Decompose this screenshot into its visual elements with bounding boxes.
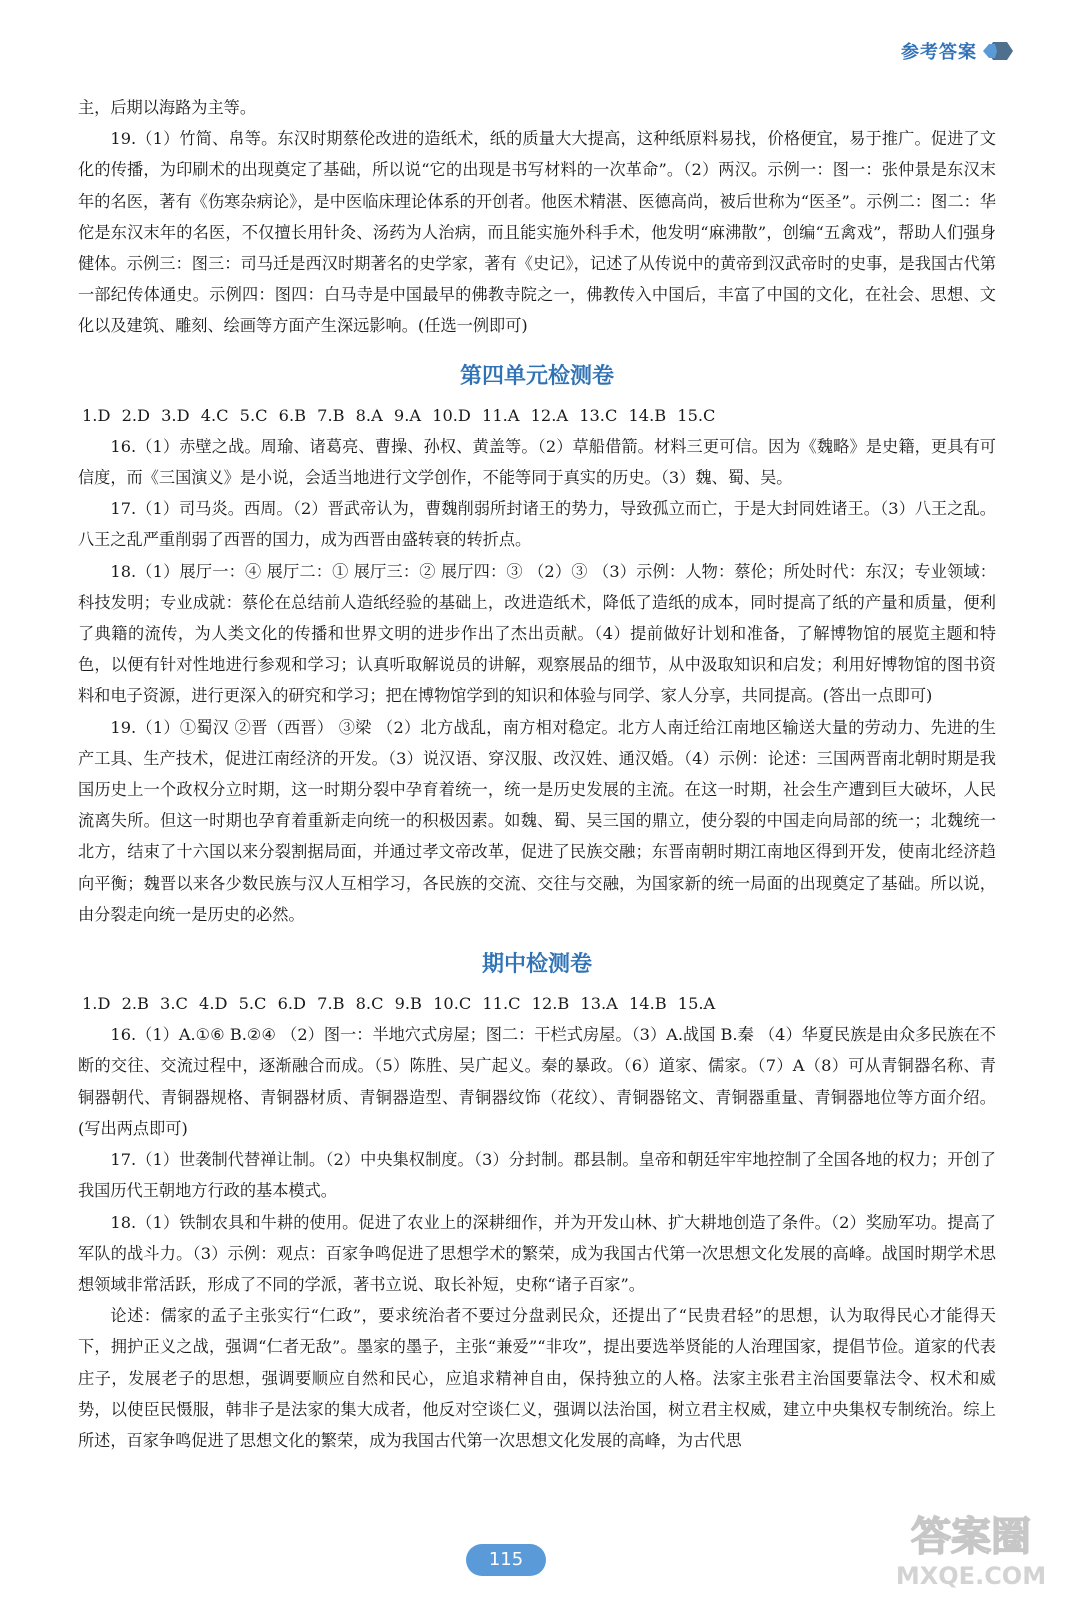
hexagon-badge-icon	[983, 40, 1017, 62]
answer-content	[78, 92, 996, 1456]
section-title: 期中检测卷	[481, 952, 592, 978]
header-text: 参考答案	[901, 42, 977, 63]
paragraph: 19.（1）①蜀汉 ②晋（西晋） ③梁 （2）北方战乱，南方相对稳定。北方人南迁给江南地区输送大量的劳动力、先进的生产工具、生产技术，促进江南经济的开发。（3）说汉语、穿汉服、改汉姓、通汉婚。（4）示例：论述：三国两晋南北朝时期是我国历史上一个政权分立时期，这一时期分裂中孕育着统一，统一是历史发展的主流。在这一时期，社会生产遭到巨大破坏，人民流离失所。但这一时期也孕育着重新走向统一的积极因素。如魏、蜀、吴三国的鼎立，使分裂的中国走向局部的统一；北魏统一北方，结束了十六国以来分裂割据局面，并通过孝文帝改革，促进了民族交融；东晋南朝时期江南地区得到开发，使南北经济趋向平衡；魏晋以来各少数民族与汉人互相学习，各民族的交流、交往与交融，为国家新的统一局面的出现奠定了基础。所以说，由分裂走向统一是历史的必然。	[78, 717, 996, 924]
paragraph: 17.（1）世袭制代替禅让制。（2）中央集权制度。（3）分封制。郡县制。皇帝和朝廷牢牢地控制了全国各地的权力；开创了我国历代王朝地方行政的基本模式。	[78, 1150, 996, 1201]
choice-answers: 1.D 2.D 3.D 4.C 5.C 6.B 7.B 8.A 9.A 10.D 11.A 12.A 13.C 14.B 15.C	[82, 405, 716, 425]
header-label	[901, 38, 1017, 64]
paragraph: 16.（1）赤壁之战。周瑜、诸葛亮、曹操、孙权、黄盖等。（2）草船借箭。材料三更可信。因为《魏略》是史籍，更具有可信度，而《三国演义》是小说，会适当地进行文学创作，不能等同于真实的历史。（3）魏、蜀、吴。	[78, 436, 996, 488]
paragraph: 17.（1）司马炎。西周。（2）晋武帝认为，曹魏削弱所封诸王的势力，导致孤立而亡，于是大封同姓诸王。（3）八王之乱。八王之乱严重削弱了西晋的国力，成为西晋由盛转衰的转折点。	[78, 499, 996, 550]
paragraph: 18.（1）展厅一：④ 展厅二：① 展厅三：② 展厅四：③ （2）③ （3）示例：人物：蔡伦；所处时代：东汉；专业领域：科技发明；专业成就：蔡伦在总结前人造纸经验的基础上，改进造纸术，降低了造纸的成本，同时提高了纸的产量和质量，便利了典籍的流传，为人类文化的传播和世界文明的进步作出了杰出贡献。（4）提前做好计划和准备，了解博物馆的展览主题和特色，以便有针对性地进行参观和学习；认真听取解说员的讲解，观察展品的细节，从中汲取知识和启发；利用好博物馆的图书资料和电子资源，进行更深入的研究和学习；把在博物馆学到的知识和体验与同学、家人分享，共同提高。(答出一点即可)	[78, 561, 996, 706]
watermark-logo	[881, 1504, 1061, 1592]
watermark-line1: 答案圈	[911, 1514, 1031, 1560]
paragraph: 论述：儒家的孟子主张实行“仁政”，要求统治者不要过分盘剥民众，还提出了“民贵君轻”的思想，认为取得民心才能得天下，拥护正义之战，强调“仁者无敌”。墨家的墨子，主张“兼爱”“非攻”，提出要选举贤能的人治理国家，提倡节俭。道家的代表庄子，发展老子的思想，强调要顺应自然和民心，应追求精神自由，保持独立的人格。法家主张君主治国要靠法令、权术和威势，以使臣民慑服，韩非子是法家的集大成者，他反对空谈仁义，强调以法治国，树立君主权威，建立中央集权专制统治。综上所述，百家争鸣促进了思想文化的繁荣，成为我国古代第一次思想文化发展的高峰，为古代思	[78, 1306, 996, 1450]
paragraph: 18.（1）铁制农具和牛耕的使用。促进了农业上的深耕细作，并为开发山林、扩大耕地创造了条件。（2）奖励军功。提高了军队的战斗力。（3）示例：观点：百家争鸣促进了思想学术的繁荣，成为我国古代第一次思想文化发展的高峰。战国时期学术思想领域非常活跃，形成了不同的学派，著书立说、取长补短，史称“诸子百家”。	[78, 1212, 996, 1294]
choice-answers: 1.D 2.B 3.C 4.D 5.C 6.D 7.B 8.C 9.B 10.C 11.C 12.B 13.A 14.B 15.A	[82, 994, 716, 1014]
page-number: 115	[466, 1544, 546, 1576]
paragraph: 16.（1）A.①⑥ B.②④ （2）图一：半地穴式房屋；图二：干栏式房屋。（3）A.战国 B.秦 （4）华夏民族是由众多民族在不断的交往、交流过程中，逐渐融合而成。（5）陈胜、吴广起义。秦的暴政。（6）道家、儒家。（7）A（8）可从青铜器名称、青铜器朝代、青铜器规格、青铜器材质、青铜器造型、青铜器纹饰（花纹）、青铜器铭文、青铜器重量、青铜器地位等方面介绍。(写出两点即可)	[78, 1025, 996, 1138]
watermark-line2: MXQE.COM	[895, 1562, 1047, 1590]
continued-line: 主，后期以海路为主等。	[78, 98, 257, 117]
section-title: 第四单元检测卷	[459, 363, 614, 389]
paragraph: 19.（1）竹简、帛等。东汉时期蔡伦改进的造纸术，纸的质量大大提高，这种纸原料易找，价格便宜，易于推广。促进了文化的传播，为印刷术的出现奠定了基础，所以说“它的出现是书写材料的一次革命”。（2）两汉。示例一：图一：张仲景是东汉末年的名医，著有《伤寒杂病论》，是中医临床理论体系的开创者。他医术精湛、医德高尚，被后世称为“医圣”。示例二：图二：华佗是东汉末年的名医，不仅擅长用针灸、汤药为人治病，而且能实施外科手术，他发明“麻沸散”，创编“五禽戏”，帮助人们强身健体。示例三：图三：司马迁是西汉时期著名的史学家，著有《史记》，记述了从传说中的黄帝到汉武帝时的史事，是我国古代第一部纪传体通史。示例四：图四：白马寺是中国最早的佛教寺院之一，佛教传入中国后，丰富了中国的文化，在社会、思想、文化以及建筑、雕刻、绘画等方面产生深远影响。(任选一例即可)	[78, 129, 996, 336]
